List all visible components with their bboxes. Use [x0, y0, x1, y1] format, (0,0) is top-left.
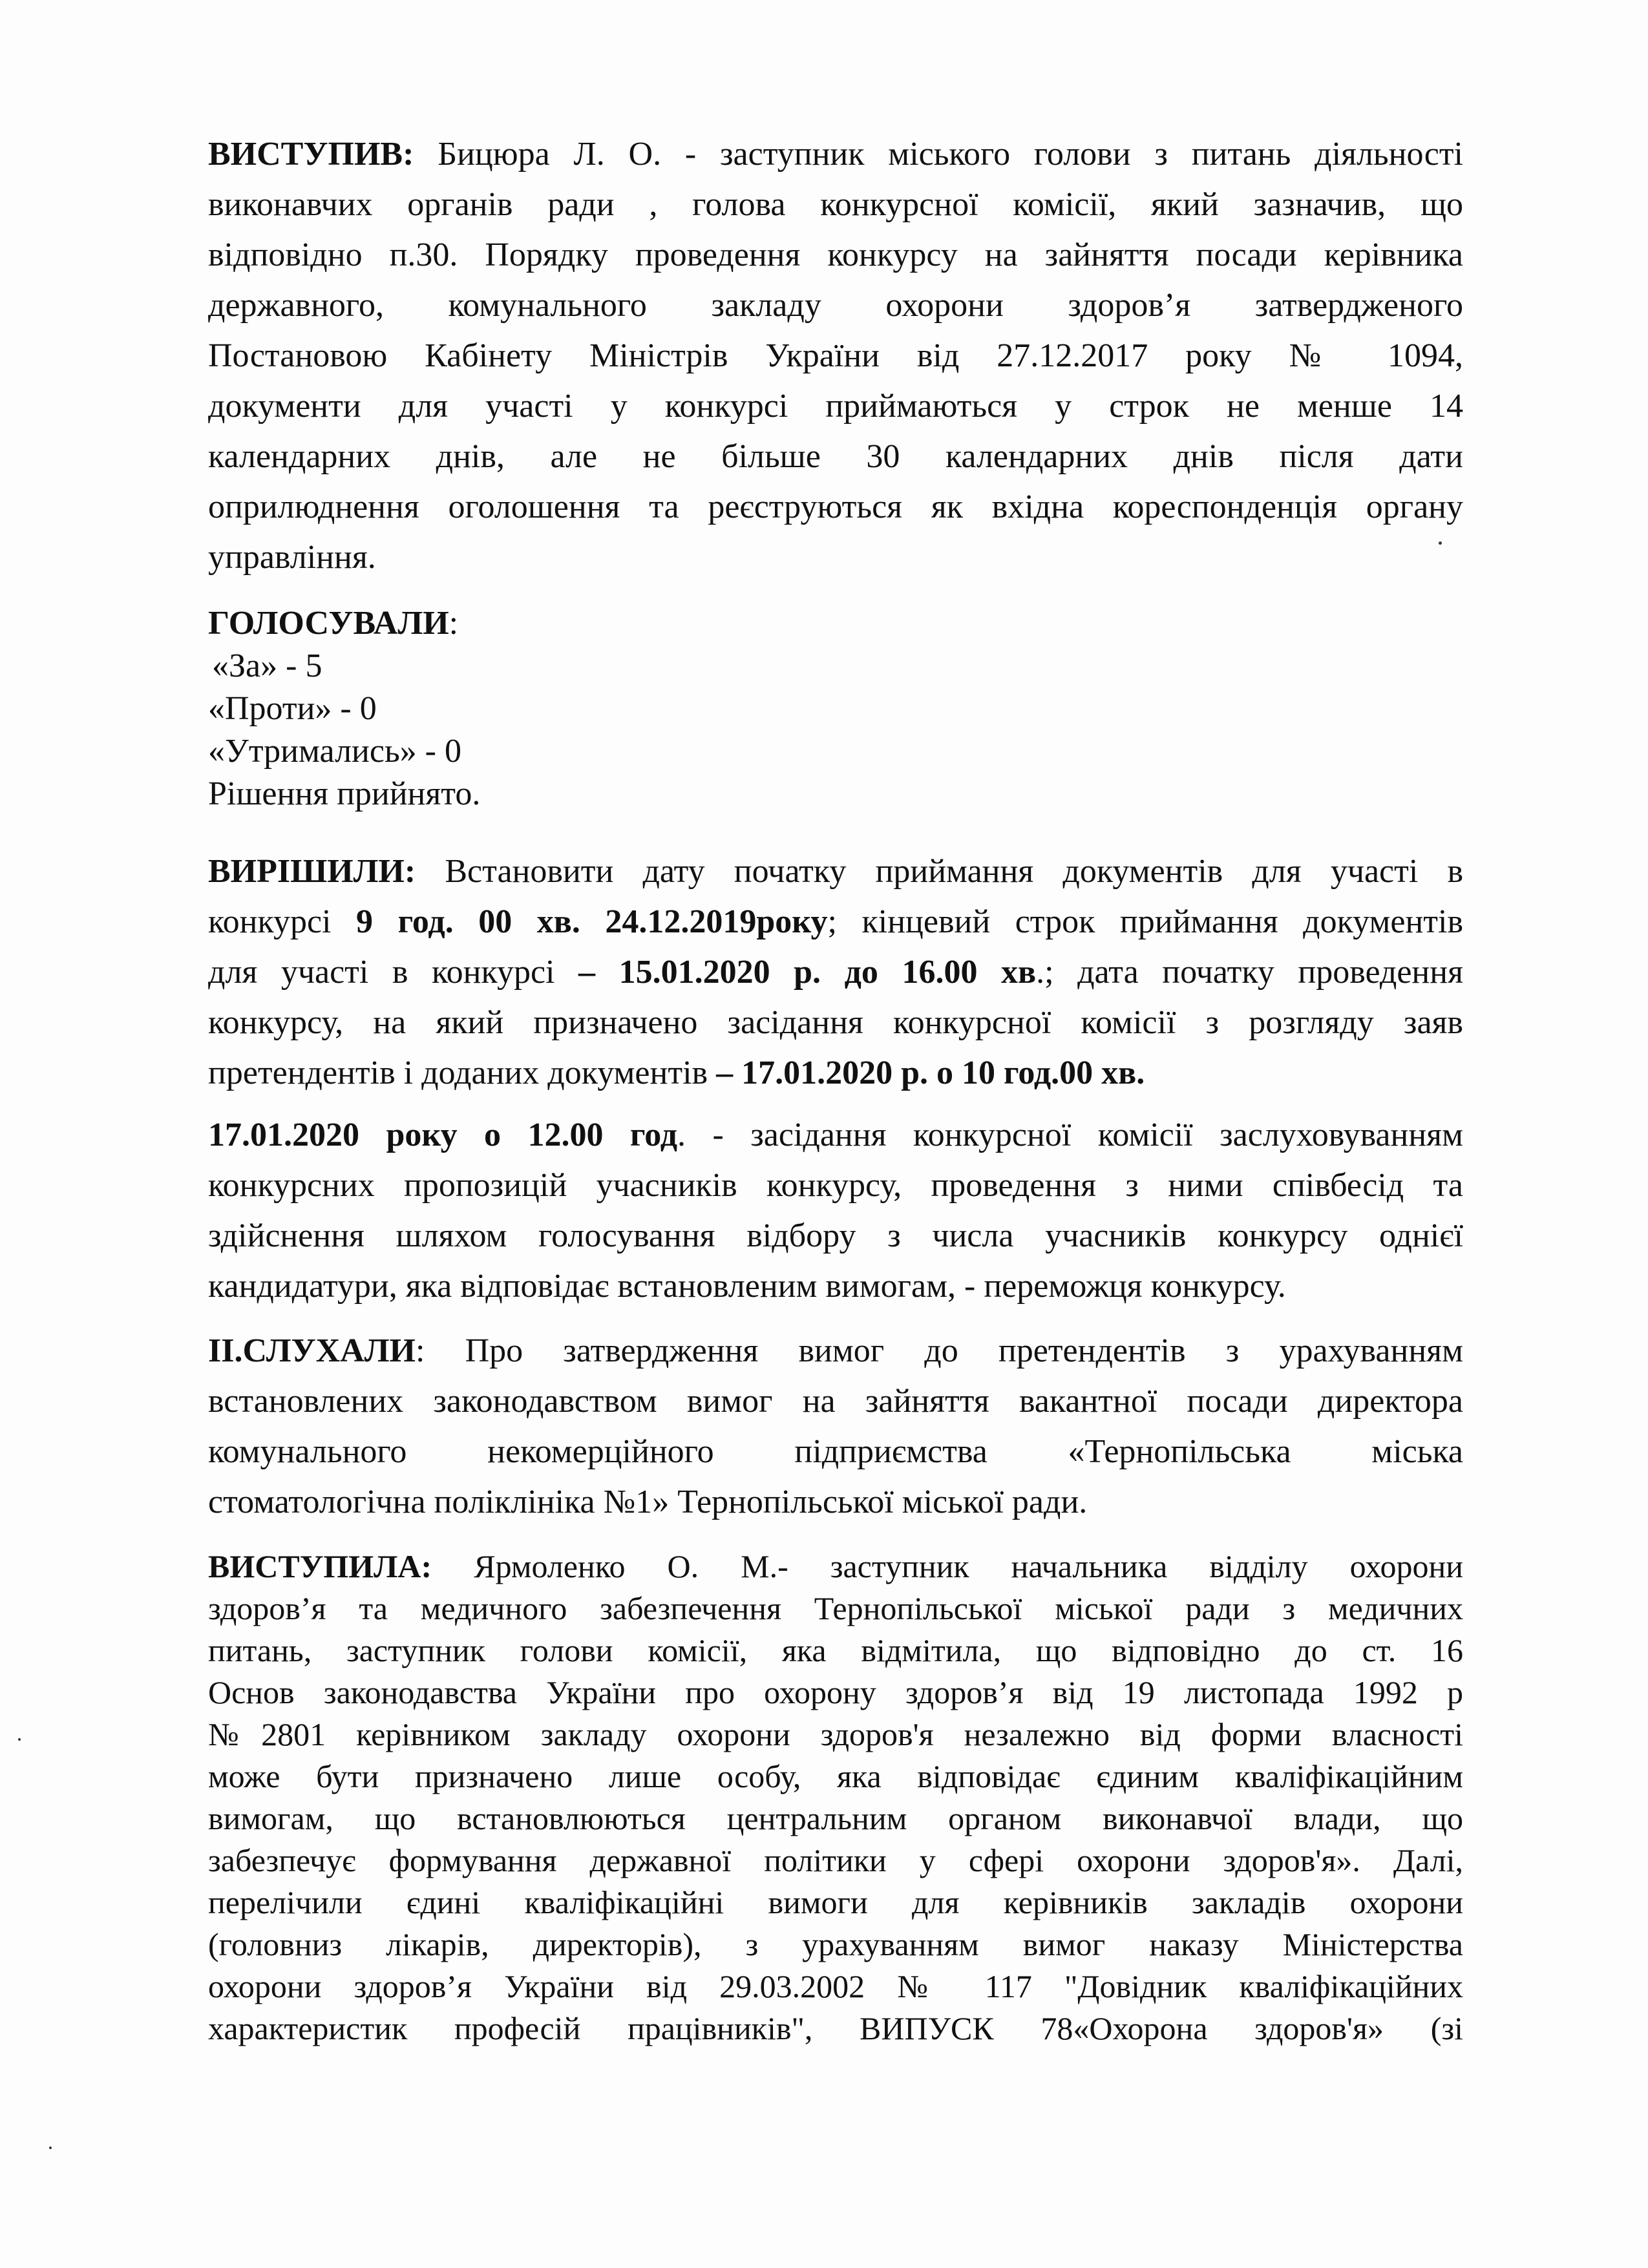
paragraph-line: оприлюднення оголошення та реєструються як вхідна кореспонденція органу	[208, 488, 1463, 525]
paragraph-line: питань, заступник голови комісії, яка відмітила, що відповідно до ст. 16	[208, 1632, 1463, 1668]
paragraph-line: для участі в конкурсі – 15.01.2020 р. до 16.00 хв.; дата початку проведення	[208, 954, 1463, 991]
paragraph-line: державного, комунального закладу охорони здоров’я затвердженого	[208, 287, 1463, 324]
paragraph-line: встановлених законодавством вимог на зайняття вакантної посади директора	[208, 1383, 1463, 1420]
paragraph-line: забезпечує формування державної політики у сфері охорони здоров'я». Далі,	[208, 1842, 1463, 1878]
paragraph-line: календарних днів, але не більше 30 календарних днів після дати	[208, 438, 1463, 475]
vote-heading: ГОЛОСУВАЛИ:	[208, 605, 459, 642]
paragraph-line: комунального некомерційного підприємства «Тернопільська міська	[208, 1433, 1463, 1470]
paragraph-line: Основ законодавства України про охорону здоров’я від 19 листопада 1992 р	[208, 1674, 1463, 1710]
scan-speck	[1439, 541, 1442, 545]
paragraph-line: вимогам, що встановлюються центральним органом виконавчої влади, що	[208, 1800, 1463, 1836]
speaker-paragraph-2	[208, 1546, 1463, 2050]
paragraph-line: ВИСТУПИВ: Бицюра Л. О. - заступник міського голови з питань діяльності	[208, 136, 1463, 173]
paragraph-line: стоматологічна поліклініка №1» Тернопільської міської ради.	[208, 1484, 1088, 1520]
vote-section	[208, 602, 1463, 815]
paragraph-line: документи для участі у конкурсі приймаються у строк не менше 14	[208, 388, 1463, 425]
paragraph-line: виконавчих органів ради , голова конкурсної комісії, який зазначив, що	[208, 186, 1463, 223]
paragraph-line: кандидатури, яка відповідає встановленим вимогам, - переможця конкурсу.	[208, 1268, 1286, 1305]
vote-decision: Рішення прийнято.	[208, 775, 481, 812]
schedule-paragraph	[208, 1110, 1463, 1312]
paragraph-line: може бути призначено лише особу, яка відповідає єдиним кваліфікаційним	[208, 1758, 1463, 1794]
paragraph-line: Постановою Кабінету Міністрів України від 27.12.2017 року № 1094,	[208, 337, 1463, 374]
scan-speck	[49, 2147, 52, 2149]
decision-paragraph	[208, 846, 1463, 1098]
paragraph-line: охорони здоров’я України від 29.03.2002 № 117 "Довідник кваліфікаційних	[208, 1968, 1463, 2004]
paragraph-line: характеристик професій працівників", ВИПУСК 78«Охорона здоров'я» (зі	[208, 2010, 1463, 2046]
vote-against: «Проти» - 0	[208, 690, 377, 727]
paragraph-line: відповідно п.30. Порядку проведення конкурсу на зайняття посади керівника	[208, 236, 1463, 273]
paragraph-line: здоров’я та медичного забезпечення Тернопільської міської ради з медичних	[208, 1590, 1463, 1626]
paragraph-line: перелічили єдині кваліфікаційні вимоги для керівників закладів охорони	[208, 1884, 1463, 1920]
paragraph-line: конкурсних пропозицій учасників конкурсу, проведення з ними співбесід та	[208, 1167, 1463, 1204]
speaker-label: ВИСТУПИВ:	[208, 136, 414, 173]
heard-paragraph	[208, 1326, 1463, 1528]
heard-label: ІІ.СЛУХАЛИ	[208, 1332, 416, 1369]
paragraph-line: (головниз лікарів, директорів), з урахуванням вимог наказу Міністерства	[208, 1926, 1463, 1962]
decision-label: ВИРІШИЛИ:	[208, 853, 416, 890]
paragraph-line: ВИРІШИЛИ: Встановити дату початку приймання документів для участі в	[208, 853, 1463, 890]
paragraph-line: управління.	[208, 539, 376, 576]
paragraph-line: конкурсу, на який призначено засідання конкурсної комісії з розгляду заяв	[208, 1004, 1463, 1041]
paragraph-line: ВИСТУПИЛА: Ярмоленко О. М.- заступник начальника відділу охорони	[208, 1548, 1464, 1584]
paragraph-line: №2801 керівником закладу охорони здоров'я незалежно від форми власності	[208, 1716, 1463, 1752]
vote-abstained: «Утримались» - 0	[208, 733, 461, 770]
paragraph-line: претендентів і доданих документів – 17.01.2020 р. о 10 год.00 хв.	[208, 1055, 1145, 1091]
speaker-paragraph-1	[208, 129, 1463, 583]
speaker-label: ВИСТУПИЛА:	[208, 1548, 432, 1584]
paragraph-line: ІІ.СЛУХАЛИ: Про затвердження вимог до претендентів з урахуванням	[208, 1332, 1463, 1369]
paragraph-line: здійснення шляхом голосування відбору з числа учасників конкурсу однієї	[208, 1217, 1463, 1254]
scan-speck	[18, 1738, 21, 1741]
paragraph-line: 17.01.2020 року о 12.00 год. - засідання конкурсної комісії заслуховуванням	[208, 1117, 1463, 1153]
vote-for: «За» - 5	[212, 647, 322, 684]
paragraph-line: конкурсі 9 год. 00 хв. 24.12.2019року; кінцевий строк приймання документів	[208, 903, 1463, 940]
